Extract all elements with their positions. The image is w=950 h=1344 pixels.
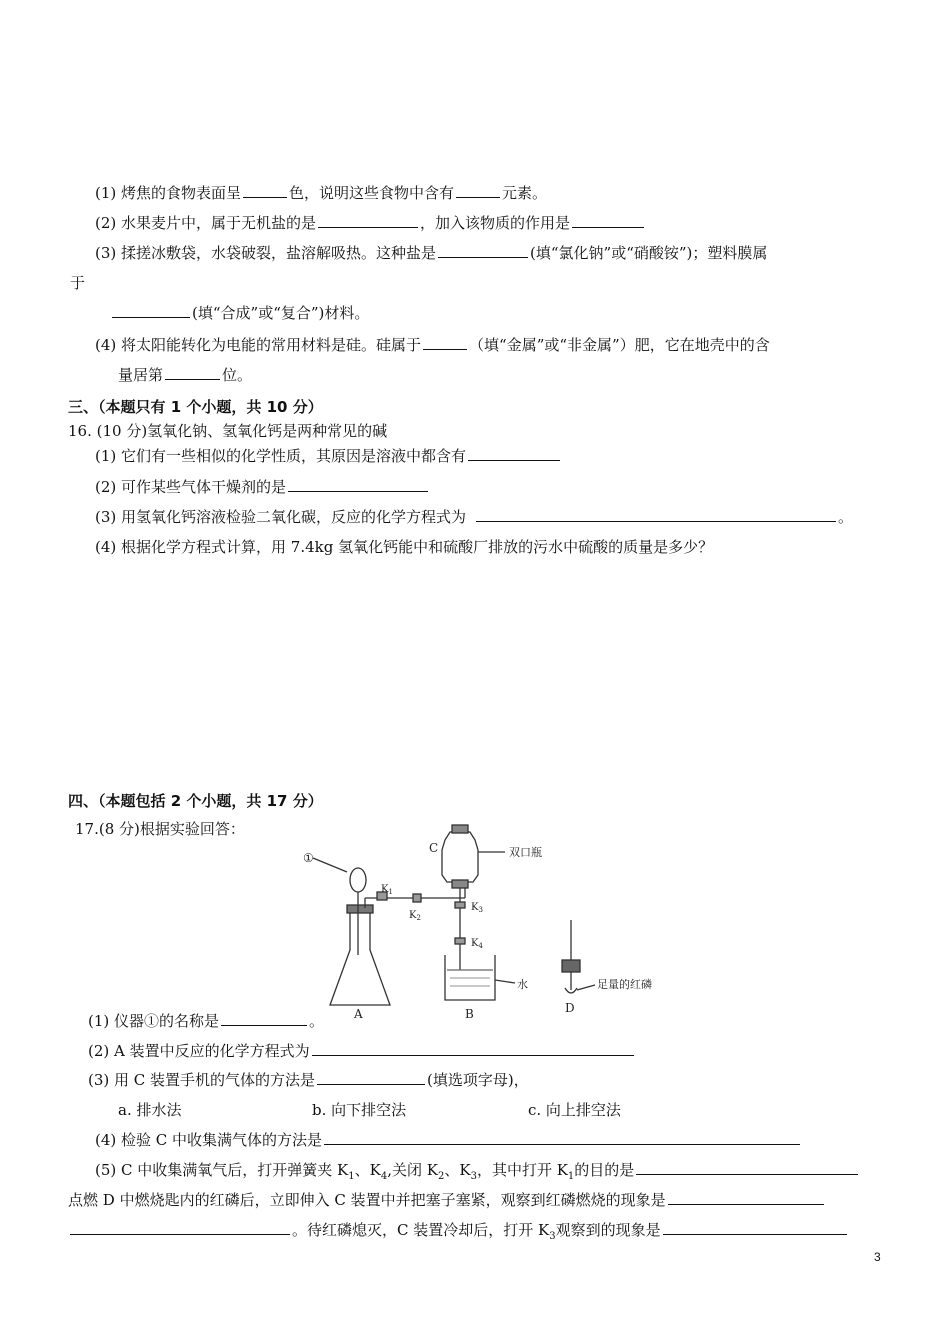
page-number: 3 (874, 1250, 881, 1264)
text: (1) 仪器①的名称是 (88, 1012, 220, 1030)
text: 色，说明这些食物中含有 (289, 184, 455, 202)
bottle-bottom-stopper (452, 880, 468, 888)
text: K (471, 938, 479, 949)
text: (4) 检验 C 中收集满气体的方法是 (95, 1131, 323, 1149)
q17-part5-line2 (68, 1189, 826, 1211)
text: （填“金属”或“非金属”）肥，它在地壳中的含 (469, 336, 770, 354)
text: 4 (478, 942, 483, 950)
text: 的目的是 (574, 1161, 635, 1179)
label-k2 (409, 910, 421, 922)
subscript: 4 (380, 1171, 388, 1182)
text: (填选项字母)， (427, 1071, 529, 1089)
q15-part3-cont (110, 302, 369, 324)
clamp-k4 (455, 938, 465, 944)
text: 位。 (222, 366, 253, 384)
text: 。 (838, 508, 854, 526)
label-a: A (354, 1007, 363, 1020)
label-b: B (465, 1007, 474, 1020)
subscript: 1 (567, 1171, 575, 1182)
subscript: 2 (437, 1171, 445, 1182)
text: K (381, 884, 389, 895)
text: (3) 用 C 装置手机的气体的方法是 (88, 1071, 316, 1089)
q16-part1 (95, 445, 562, 467)
label-pointer (313, 858, 347, 872)
text: (1) 它们有一些相似的化学性质，其原因是溶液中都含有 (95, 447, 467, 465)
q17-part3 (88, 1069, 529, 1091)
label-k3 (471, 902, 483, 914)
text: (3) 揉搓冰敷袋，水袋破裂，盐溶解吸热。这种盐是 (95, 244, 437, 262)
label-red-phosphorus: 足量的红磷 (597, 978, 652, 991)
text: 。 (309, 1012, 325, 1030)
answer-blank (423, 334, 467, 350)
answer-blank (438, 242, 528, 258)
q17-option-a: a. 排水法 (118, 1101, 182, 1119)
q15-part4 (95, 334, 770, 356)
q17-stem: 17.(8 分)根据实验回答： (75, 820, 245, 838)
separatory-funnel (350, 868, 366, 892)
text: 1 (388, 888, 393, 896)
text: 。待红磷熄灭，C 装置冷却后，打开 K (292, 1221, 550, 1239)
flask-stopper (347, 905, 373, 913)
text: (填“氯化钠”或“硝酸铵”)；塑料膜属 (530, 244, 768, 262)
section-3-heading: 三、（本题只有 1 个小题，共 10 分） (68, 398, 323, 416)
answer-blank (468, 445, 560, 461)
text: (3) 用氢氧化钙溶液检验二氧化碳，反应的化学方程式为 (95, 508, 467, 526)
answer-blank (572, 212, 644, 228)
conical-flask-a (330, 912, 390, 1005)
answer-blank (318, 212, 418, 228)
text: 观察到的现象是 (555, 1221, 661, 1239)
answer-blank (636, 1159, 858, 1175)
text: 点燃 D 中燃烧匙内的红磷后，立即伸入 C 装置中并把塞子塞紧，观察到红磷燃烧的现象是 (68, 1191, 666, 1209)
text: (5) C 中收集满氧气后，打开弹簧夹 K (95, 1161, 349, 1179)
answer-blank (663, 1219, 847, 1235)
q16-part2 (95, 476, 430, 498)
label-water: 水 (517, 978, 528, 991)
text: ，加入该物质的作用是 (420, 214, 571, 232)
q17-part4 (95, 1129, 802, 1151)
answer-blank (112, 302, 190, 318)
text: 、K (354, 1161, 381, 1179)
answer-blank (221, 1010, 307, 1026)
spoon-stopper (562, 960, 580, 972)
answer-blank (288, 476, 428, 492)
q17-option-b: b. 向下排空法 (312, 1101, 407, 1119)
text: (2) 可作某些气体干燥剂的是 (95, 478, 287, 496)
text: (填“合成”或“复合”)材料。 (192, 304, 370, 322)
text: ,关闭 K (387, 1161, 438, 1179)
text: (2) A 装置中反应的化学方程式为 (88, 1042, 310, 1060)
label-d: D (565, 1001, 575, 1015)
text: (2) 水果麦片中，属于无机盐的是 (95, 214, 317, 232)
label-k4 (471, 938, 483, 950)
label-two-neck-bottle: 双口瓶 (509, 846, 542, 859)
q17-option-c: c. 向上排空法 (528, 1101, 621, 1119)
label-circle-one: ① (303, 851, 314, 865)
label-k1 (381, 884, 393, 896)
text: (4) 将太阳能转化为电能的常用材料是硅。硅属于 (95, 336, 422, 354)
answer-blank (70, 1219, 290, 1235)
text: 量居第 (118, 366, 164, 384)
answer-blank (317, 1069, 425, 1085)
q17-part5-line3 (68, 1219, 849, 1248)
text: (1) 烤焦的食物表面呈 (95, 184, 242, 202)
subscript: 1 (348, 1171, 355, 1182)
q17-part1 (88, 1010, 324, 1032)
clamp-k2 (413, 894, 421, 902)
text: ，其中打开 K (476, 1161, 568, 1179)
text: 、K (444, 1161, 471, 1179)
two-neck-bottle-c (442, 832, 478, 882)
apparatus-diagram (295, 820, 675, 1020)
label-pointer (495, 980, 515, 983)
section-4-heading: 四、（本题包括 2 个小题，共 17 分） (68, 792, 323, 810)
q17-part5 (95, 1159, 860, 1188)
answer-blank (324, 1129, 800, 1145)
q15-part3-wrap: 于 (70, 274, 86, 292)
q17-part2 (88, 1040, 636, 1062)
q15-part1 (95, 182, 547, 204)
answer-blank (476, 506, 836, 522)
clamp-k3 (455, 902, 465, 908)
answer-blank (456, 182, 500, 198)
answer-blank (165, 364, 220, 380)
text: K (409, 910, 417, 921)
q16-part3 (95, 506, 853, 528)
text: 2 (416, 914, 421, 922)
answer-blank (312, 1040, 634, 1056)
label-c: C (429, 841, 439, 855)
q16-part4: (4) 根据化学方程式计算，用 7.4kg 氢氧化钙能中和硫酸厂排放的污水中硫酸的质量是多少？ (95, 538, 714, 556)
answer-blank (668, 1189, 824, 1205)
q15-part2 (95, 212, 646, 234)
subscript: 3 (470, 1171, 477, 1182)
answer-blank (243, 182, 287, 198)
q16-stem: 16. (10 分)氢氧化钠、氢氧化钙是两种常见的碱 (68, 422, 388, 440)
text: 元素。 (502, 184, 548, 202)
q15-part3 (95, 242, 767, 264)
subscript: 3 (549, 1231, 556, 1242)
text: K (471, 902, 479, 913)
bottle-top-stopper (452, 825, 468, 833)
q15-part4-cont (118, 364, 252, 386)
text: 3 (478, 906, 483, 914)
label-pointer (577, 985, 595, 990)
